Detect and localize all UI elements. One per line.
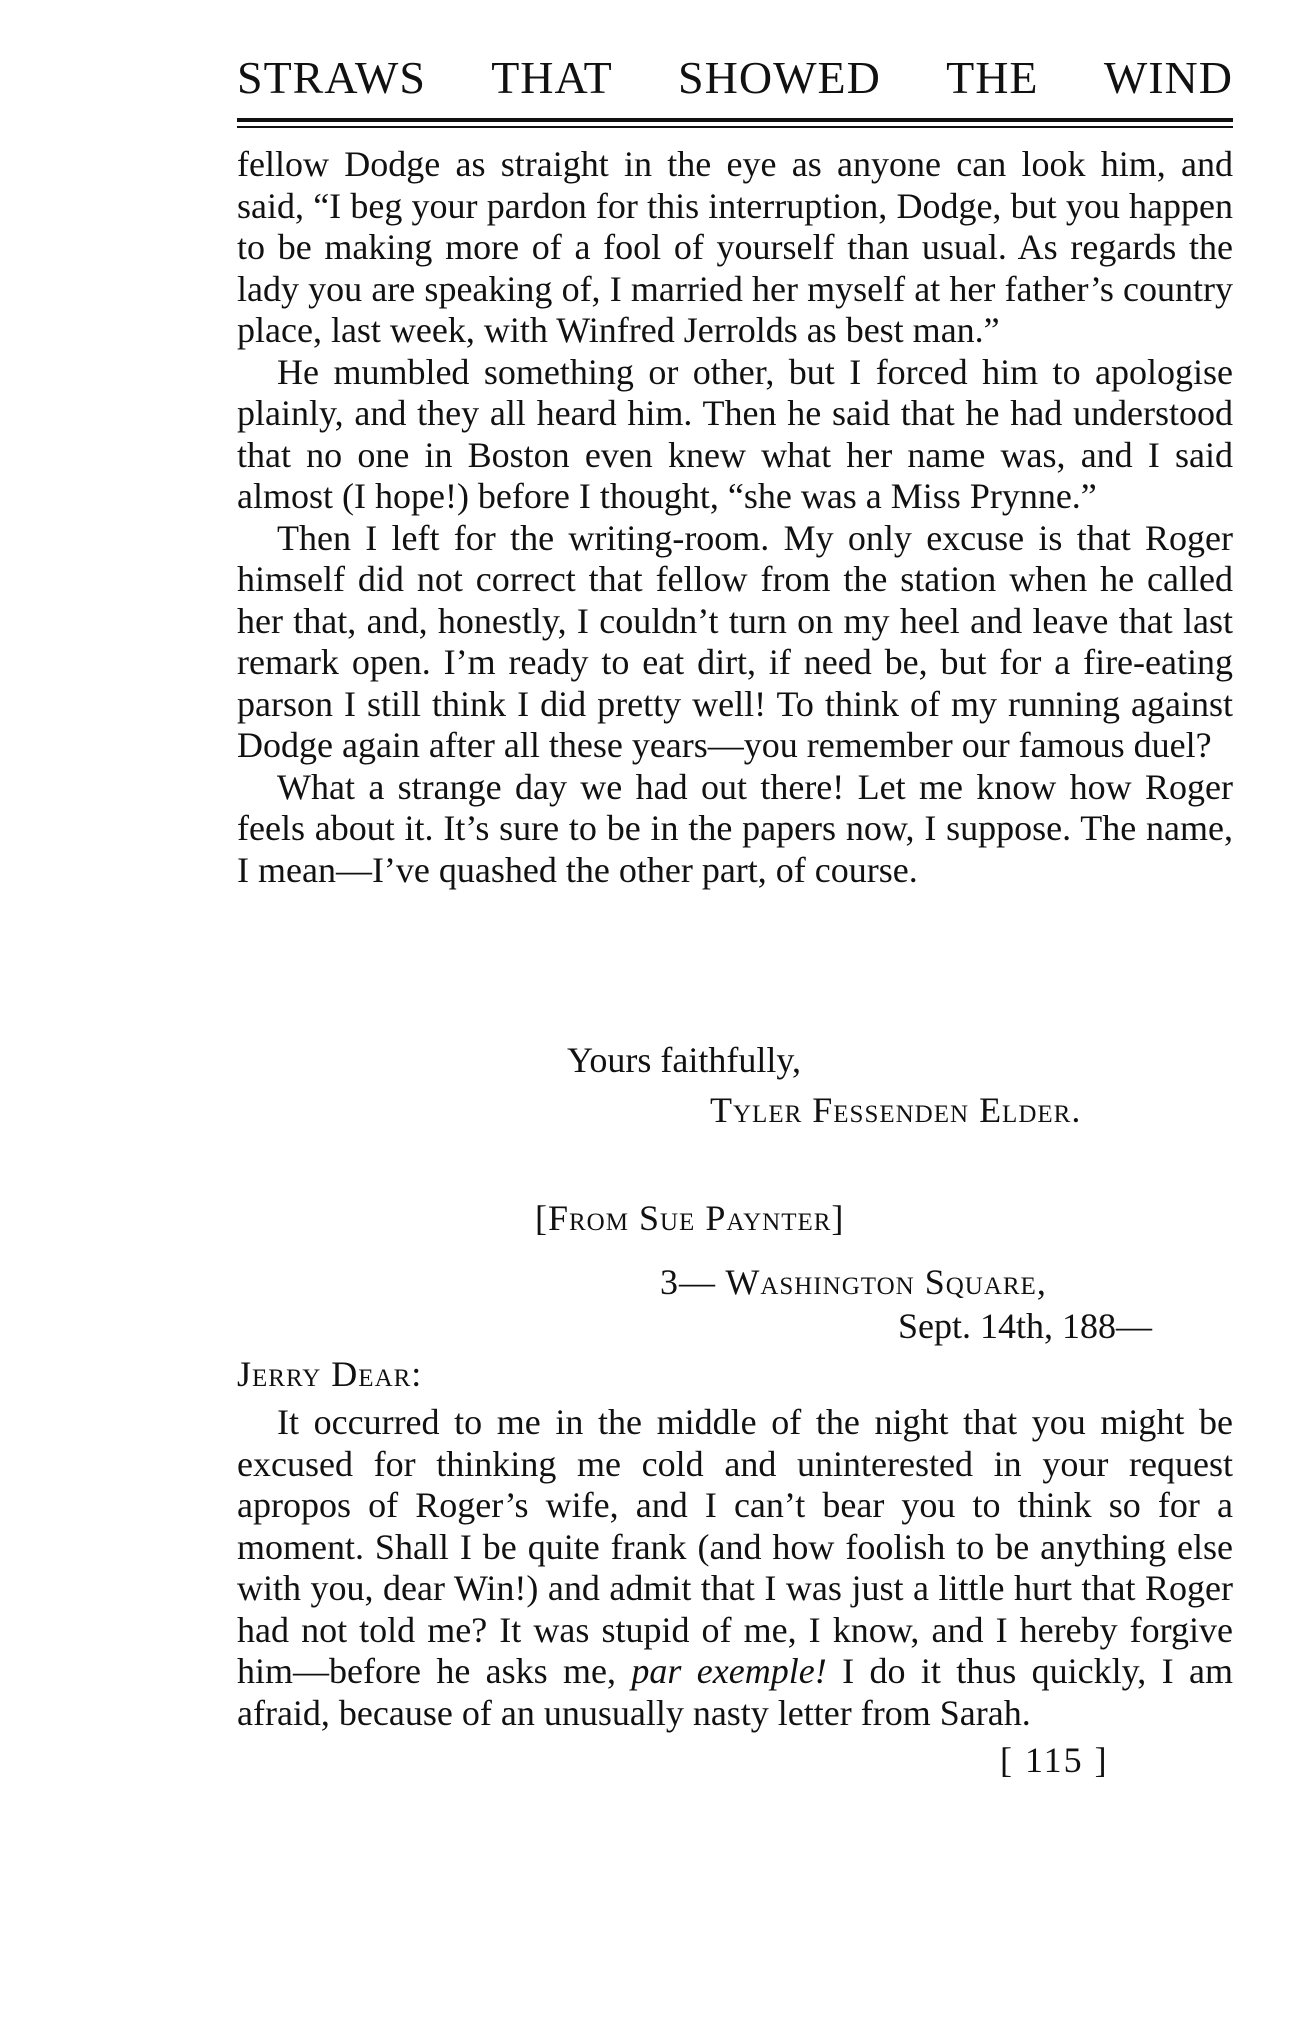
letter-continuation — [237, 144, 1233, 891]
header-rule-thick — [237, 118, 1233, 122]
body-text: It occurred to me in the middle of the night that you might be excused for thinking me cold and uninterested in your request apropos of Roger’s wife, and I can’t bear you to think so for a moment. Shall I be quite frank (and how foolish to be anything else with you, dear Win!) and admit that I was just a little hurt that Roger had not told me? It was stupid of me, I know, and I hereby forgive him—before he asks me, — [237, 1402, 1233, 1691]
italic-phrase: par exemple! — [631, 1651, 827, 1691]
letter-body — [237, 1402, 1233, 1734]
header-rule-thin — [237, 126, 1233, 128]
paragraph: fellow Dodge as straight in the eye as anyone can look him, and said, “I beg your pardon for this interruption, Dodge, but you happen to be making more of a fool of yourself than usual. As regards the lady you are speaking of, I married her myself at her father’s country place, last week, with Winfred Jerrolds as best man.” — [237, 144, 1233, 350]
paragraph: What a strange day we had out there! Let me know how Roger feels about it. It’s sure to be in the papers now, I suppose. The name, I mean—I’ve quashed the other part, of course. — [237, 766, 1233, 890]
body-text: I do it thus quickly, I am afraid, because of an unusually nasty letter from Sarah. — [237, 1651, 1233, 1733]
salutation: Jerry Dear: — [237, 1354, 423, 1394]
paragraph — [237, 1402, 1233, 1734]
page-number: [ 115 ] — [1000, 1740, 1109, 1780]
closing: Yours faithfully, — [567, 1040, 802, 1080]
date-line: Sept. 14th, 188— — [898, 1306, 1153, 1346]
paragraph: He mumbled something or other, but I forced him to apologise plainly, and they all heard him. Then he said that he had understood that no one in Boston even knew what her name was, and I said almost (I hope!) before I thought, “she was a Miss Prynne.” — [237, 351, 1233, 516]
signature: Tyler Fessenden Elder. — [710, 1090, 1082, 1130]
address: 3— Washington Square, — [660, 1262, 1047, 1302]
running-header: STRAWS THAT SHOWED THE WIND — [237, 52, 1233, 103]
paragraph: Then I left for the writing-room. My only excuse is that Roger himself did not correct that fellow from the station when he called her that, and, honestly, I couldn’t turn on my heel and leave that last remark open. I’m ready to eat dirt, if need be, but for a fire-eating parson I still think I did pretty well! To think of my running against Dodge again after all these years—you remember our famous duel? — [237, 517, 1233, 765]
letter-heading: [From Sue Paynter] — [535, 1198, 845, 1238]
